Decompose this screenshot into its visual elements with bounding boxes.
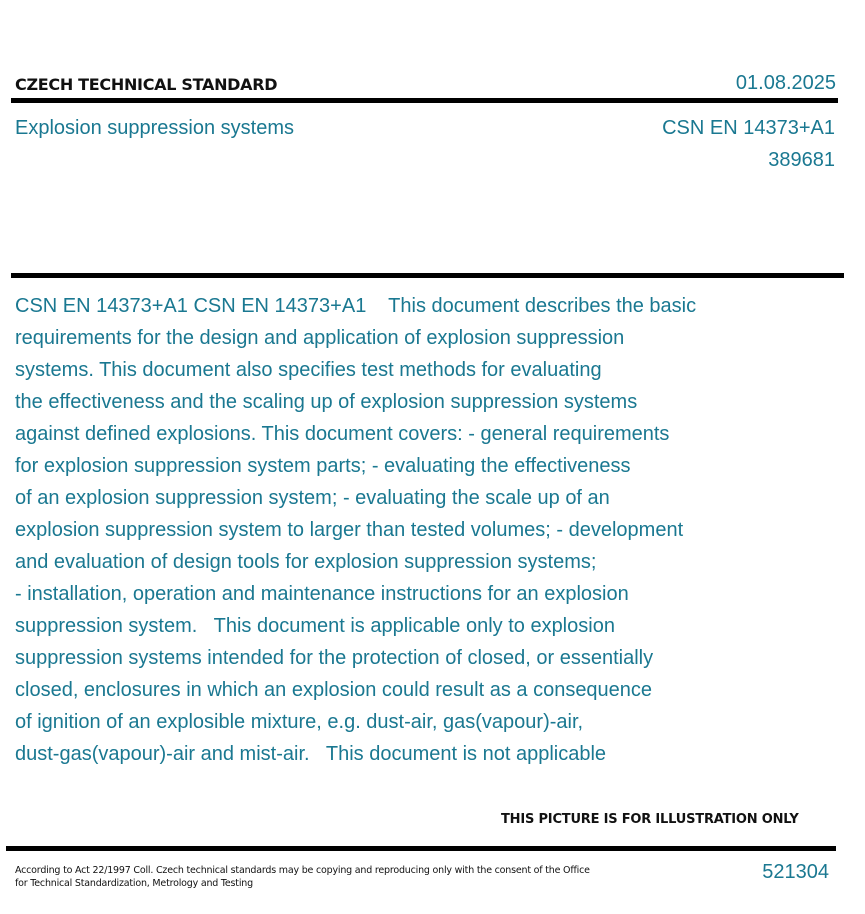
abstract-line: dust-gas(vapour)-air and mist-air. This document is not applicable bbox=[15, 743, 607, 765]
header-divider bbox=[11, 98, 838, 103]
section-divider bbox=[11, 273, 844, 278]
abstract-text bbox=[15, 290, 775, 770]
abstract-line: explosion suppression system to larger than tested volumes; - development bbox=[15, 519, 684, 541]
footer-divider bbox=[6, 846, 836, 851]
standard-code: CSN EN 14373+A1 bbox=[662, 117, 835, 139]
standard-number: 389681 bbox=[768, 149, 835, 171]
abstract-line: suppression systems intended for the protection of closed, or essentially bbox=[15, 647, 654, 669]
abstract-line: systems. This document also specifies test methods for evaluating bbox=[15, 359, 602, 381]
legal-notice-line: According to Act 22/1997 Coll. Czech technical standards may be copying and reproducing only with the consent of the Office bbox=[15, 865, 590, 876]
abstract-line: suppression system. This document is applicable only to explosion bbox=[15, 615, 615, 637]
abstract-line: and evaluation of design tools for explosion suppression systems; bbox=[15, 551, 597, 573]
abstract-line: closed, enclosures in which an explosion could result as a consequence bbox=[15, 679, 653, 701]
document-type-heading: CZECH TECHNICAL STANDARD bbox=[15, 75, 278, 94]
abstract-line: of ignition of an explosible mixture, e.g. dust-air, gas(vapour)-air, bbox=[15, 711, 584, 733]
standard-title: Explosion suppression systems bbox=[15, 117, 295, 139]
publication-date: 01.08.2025 bbox=[735, 72, 836, 94]
footer-number: 521304 bbox=[762, 861, 829, 883]
abstract-line: CSN EN 14373+A1 CSN EN 14373+A1 This document describes the basic bbox=[15, 295, 697, 317]
abstract-line: for explosion suppression system parts; - evaluating the effectiveness bbox=[15, 455, 631, 477]
abstract-line: against defined explosions. This document covers: - general requirements bbox=[15, 423, 670, 445]
abstract-line: requirements for the design and application of explosion suppression bbox=[15, 327, 625, 349]
illustration-disclaimer: THIS PICTURE IS FOR ILLUSTRATION ONLY bbox=[501, 812, 799, 827]
legal-notice bbox=[15, 864, 595, 890]
abstract-line: the effectiveness and the scaling up of explosion suppression systems bbox=[15, 391, 638, 413]
abstract-line: of an explosion suppression system; - evaluating the scale up of an bbox=[15, 487, 610, 509]
abstract-line: - installation, operation and maintenance instructions for an explosion bbox=[15, 583, 629, 605]
legal-notice-line: for Technical Standardization, Metrology and Testing bbox=[15, 878, 253, 889]
